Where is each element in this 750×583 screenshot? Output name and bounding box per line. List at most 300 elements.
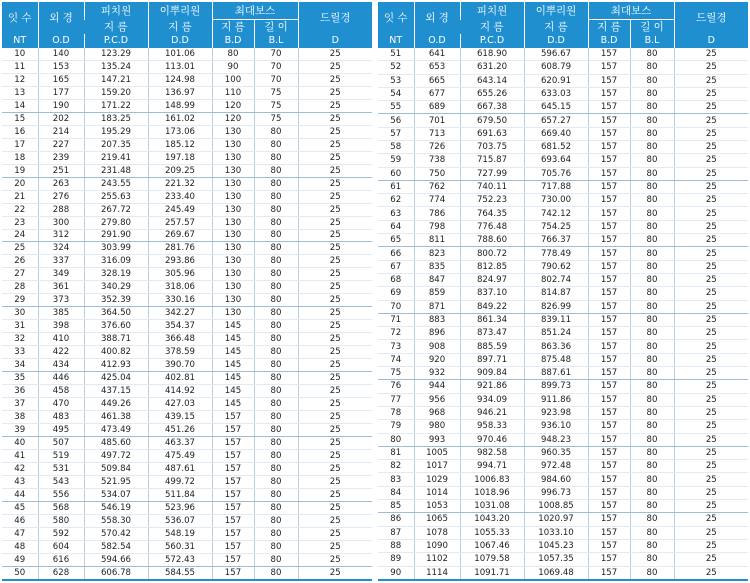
table-row [378,513,748,526]
cell-teeth: 71 [378,313,414,326]
cell-boss-dia: 130 [212,138,254,151]
cell-boss-dia: 157 [588,273,630,286]
cell-boss-dia: 157 [588,260,630,273]
table-row [2,190,372,203]
cell-boss-len: 80 [630,167,674,180]
cell-drill: 25 [298,73,372,86]
cell-boss-dia: 145 [212,346,254,359]
cell-drill: 25 [674,101,748,114]
table-row [378,486,748,499]
cell-pcd: 546.19 [84,501,148,514]
cell-teeth: 34 [2,359,38,372]
cell-boss-len: 80 [254,333,298,346]
cell-teeth: 57 [378,127,414,140]
cell-boss-len: 80 [254,216,298,229]
cell-pcd: 1018.96 [460,486,524,499]
cell-boss-len: 80 [630,380,674,393]
cell-outer-dia: 300 [38,216,84,229]
cell-teeth: 11 [2,60,38,73]
cell-boss-len: 80 [630,327,674,340]
table-row [378,473,748,486]
table-row [378,380,748,393]
cell-dd: 511.84 [148,488,212,501]
cell-pcd: 861.34 [460,313,524,326]
cell-boss-len: 80 [630,460,674,473]
cell-boss-len: 80 [630,234,674,247]
cell-drill: 25 [298,294,372,307]
cell-boss-len: 80 [630,353,674,366]
cell-outer-dia: 701 [414,114,460,127]
cell-teeth: 59 [378,154,414,167]
cell-drill: 25 [298,449,372,462]
header-outer-dia: 외 경 [414,2,460,34]
cell-teeth: 79 [378,420,414,433]
cell-dd: 536.07 [148,514,212,527]
cell-boss-len: 80 [630,539,674,552]
cell-dd: 475.49 [148,449,212,462]
cell-boss-dia: 130 [212,268,254,281]
cell-boss-len: 80 [630,313,674,326]
cell-drill: 25 [674,61,748,74]
cell-dd: 887.61 [524,367,588,380]
cell-pcd: 1067.46 [460,539,524,552]
cell-outer-dia: 750 [414,167,460,180]
cell-outer-dia: 641 [414,48,460,61]
table-row [2,151,372,164]
cell-pcd: 606.78 [84,566,148,580]
cell-outer-dia: 312 [38,229,84,242]
cell-dd: 754.25 [524,220,588,233]
cell-boss-len: 80 [254,268,298,281]
table-row [378,247,748,260]
cell-boss-len: 80 [630,406,674,419]
cell-dd: 185.12 [148,138,212,151]
cell-boss-dia: 130 [212,151,254,164]
cell-dd: 342.27 [148,307,212,320]
cell-boss-dia: 157 [588,406,630,419]
cell-teeth: 50 [2,566,38,580]
cell-teeth: 44 [2,488,38,501]
cell-outer-dia: 373 [38,294,84,307]
cell-pcd: 897.71 [460,353,524,366]
cell-boss-dia: 157 [588,393,630,406]
cell-boss-dia: 157 [588,48,630,61]
cell-teeth: 38 [2,411,38,424]
cell-teeth: 15 [2,112,38,125]
cell-pcd: 921.86 [460,380,524,393]
cell-boss-dia: 157 [588,473,630,486]
cell-pcd: 135.24 [84,60,148,73]
cell-drill: 25 [674,340,748,353]
cell-teeth: 58 [378,141,414,154]
cell-teeth: 20 [2,177,38,190]
cell-drill: 25 [674,446,748,459]
table-row [2,475,372,488]
cell-pcd: 291.90 [84,229,148,242]
cell-dd: 1020.97 [524,513,588,526]
table-row [2,566,372,580]
header-pitch-top: 피치원 [460,2,524,20]
table-row [378,101,748,114]
cell-boss-dia: 130 [212,229,254,242]
cell-outer-dia: 1017 [414,460,460,473]
cell-dd: 161.02 [148,112,212,125]
cell-pcd: 352.39 [84,294,148,307]
table-row [378,539,748,552]
cell-teeth: 23 [2,216,38,229]
cell-teeth: 19 [2,164,38,177]
cell-dd: 608.79 [524,61,588,74]
cell-pcd: 824.97 [460,273,524,286]
cell-outer-dia: 689 [414,101,460,114]
cell-pcd: 425.04 [84,372,148,385]
cell-dd: 875.48 [524,353,588,366]
cell-outer-dia: 592 [38,527,84,540]
cell-boss-len: 80 [630,566,674,580]
cell-boss-len: 80 [630,367,674,380]
cell-pcd: 873.47 [460,327,524,340]
cell-pcd: 316.09 [84,255,148,268]
cell-teeth: 61 [378,180,414,193]
cell-drill: 25 [674,526,748,539]
cell-dd: 645.15 [524,101,588,114]
cell-outer-dia: 531 [38,462,84,475]
cell-boss-dia: 157 [588,313,630,326]
cell-drill: 25 [298,190,372,203]
cell-pcd: 243.55 [84,177,148,190]
cell-boss-len: 80 [630,247,674,260]
cell-teeth: 54 [378,87,414,100]
cell-boss-dia: 130 [212,190,254,203]
cell-outer-dia: 1090 [414,539,460,552]
table-row [2,359,372,372]
cell-outer-dia: 908 [414,340,460,353]
cell-drill: 25 [298,320,372,333]
cell-pcd: 159.20 [84,86,148,99]
cell-teeth: 10 [2,48,38,60]
table-row [2,320,372,333]
cell-pcd: 982.58 [460,446,524,459]
cell-dd: 923.98 [524,406,588,419]
cell-pcd: 594.66 [84,553,148,566]
cell-drill: 25 [298,488,372,501]
cell-pcd: 461.38 [84,411,148,424]
cell-pcd: 497.72 [84,449,148,462]
cell-dd: 1057.35 [524,553,588,566]
cell-boss-len: 80 [254,385,298,398]
cell-dd: 960.35 [524,446,588,459]
cell-dd: 996.73 [524,486,588,499]
cell-outer-dia: 762 [414,180,460,193]
table-row [378,273,748,286]
cell-dd: 523.96 [148,501,212,514]
cell-pcd: 582.54 [84,540,148,553]
cell-dd: 742.12 [524,207,588,220]
cell-pcd: 1091.71 [460,566,524,580]
table-row [2,281,372,294]
cell-boss-dia: 157 [588,154,630,167]
cell-teeth: 49 [2,553,38,566]
cell-dd: 814.87 [524,287,588,300]
cell-teeth: 43 [2,475,38,488]
cell-boss-len: 80 [630,260,674,273]
cell-dd: 427.03 [148,398,212,411]
table-row [2,424,372,437]
cell-boss-len: 80 [630,87,674,100]
cell-pcd: 207.35 [84,138,148,151]
table-row [378,61,748,74]
cell-boss-len: 80 [630,220,674,233]
cell-boss-dia: 130 [212,164,254,177]
cell-boss-len: 80 [254,281,298,294]
cell-dd: 633.03 [524,87,588,100]
cell-teeth: 24 [2,229,38,242]
table-row [378,500,748,513]
cell-pcd: 1031.08 [460,500,524,513]
table-row [2,177,372,190]
cell-pcd: 715.87 [460,154,524,167]
cell-pcd: 219.41 [84,151,148,164]
cell-boss-dia: 157 [588,380,630,393]
cell-teeth: 21 [2,190,38,203]
header-teeth-sym: NT [2,34,38,48]
table-row [2,411,372,424]
table-row [378,313,748,326]
cell-boss-len: 80 [254,553,298,566]
cell-dd: 221.32 [148,177,212,190]
cell-dd: 911.86 [524,393,588,406]
cell-pcd: 655.26 [460,87,524,100]
cell-outer-dia: 932 [414,367,460,380]
cell-boss-dia: 157 [588,353,630,366]
cell-outer-dia: 153 [38,60,84,73]
cell-dd: 657.27 [524,114,588,127]
cell-boss-dia: 130 [212,294,254,307]
cell-outer-dia: 616 [38,553,84,566]
cell-outer-dia: 385 [38,307,84,320]
cell-teeth: 64 [378,220,414,233]
cell-boss-dia: 145 [212,372,254,385]
cell-boss-len: 80 [630,141,674,154]
cell-pcd: 618.90 [460,48,524,61]
cell-boss-dia: 157 [212,501,254,514]
table-row [2,437,372,450]
cell-teeth: 84 [378,486,414,499]
cell-boss-len: 80 [254,424,298,437]
cell-outer-dia: 713 [414,127,460,140]
table-row [2,553,372,566]
cell-outer-dia: 165 [38,73,84,86]
table-row [2,73,372,86]
cell-dd: 390.70 [148,359,212,372]
cell-boss-len: 80 [254,437,298,450]
header-boss-len: 길 이 [254,20,298,35]
cell-teeth: 63 [378,207,414,220]
cell-drill: 25 [674,194,748,207]
table-row [378,114,748,127]
cell-boss-dia: 157 [588,207,630,220]
cell-dd: 839.11 [524,313,588,326]
cell-outer-dia: 1065 [414,513,460,526]
cell-boss-len: 80 [630,154,674,167]
cell-pcd: 631.20 [460,61,524,74]
cell-boss-len: 80 [630,340,674,353]
cell-boss-len: 80 [254,540,298,553]
cell-drill: 25 [298,151,372,164]
cell-boss-dia: 120 [212,112,254,125]
cell-boss-dia: 157 [588,141,630,154]
cell-dd: 124.98 [148,73,212,86]
cell-pcd: 679.50 [460,114,524,127]
cell-boss-dia: 157 [212,424,254,437]
cell-dd: 851.24 [524,327,588,340]
cell-drill: 25 [674,87,748,100]
cell-dd: 487.61 [148,462,212,475]
cell-teeth: 80 [378,433,414,446]
cell-pcd: 255.63 [84,190,148,203]
cell-teeth: 83 [378,473,414,486]
table-row [2,372,372,385]
cell-teeth: 13 [2,86,38,99]
cell-outer-dia: 1078 [414,526,460,539]
cell-teeth: 56 [378,114,414,127]
table-row [2,346,372,359]
header-root-top: 이뿌리원 [524,2,588,20]
cell-boss-len: 80 [254,177,298,190]
cell-drill: 25 [674,141,748,154]
table-row [378,87,748,100]
cell-drill: 25 [298,411,372,424]
cell-drill: 25 [674,114,748,127]
cell-drill: 25 [298,99,372,112]
cell-boss-len: 80 [254,307,298,320]
cell-boss-dia: 145 [212,333,254,346]
cell-drill: 25 [298,125,372,138]
header-boss-dia: 지 름 [588,20,630,35]
cell-boss-dia: 145 [212,320,254,333]
cell-teeth: 66 [378,247,414,260]
cell-boss-len: 80 [630,420,674,433]
cell-teeth: 65 [378,234,414,247]
table-row [378,446,748,459]
cell-outer-dia: 956 [414,393,460,406]
cell-dd: 826.99 [524,300,588,313]
cell-outer-dia: 276 [38,190,84,203]
cell-boss-len: 80 [254,255,298,268]
cell-teeth: 29 [2,294,38,307]
cell-dd: 669.40 [524,127,588,140]
header-root-sym: D.D [148,34,212,48]
cell-drill: 25 [674,127,748,140]
cell-teeth: 62 [378,194,414,207]
cell-teeth: 22 [2,203,38,216]
cell-boss-dia: 157 [588,460,630,473]
cell-drill: 25 [298,60,372,73]
cell-outer-dia: 251 [38,164,84,177]
cell-pcd: 909.84 [460,367,524,380]
cell-drill: 25 [298,164,372,177]
table-row [2,48,372,60]
cell-boss-dia: 157 [588,114,630,127]
cell-boss-len: 80 [630,207,674,220]
table-row [378,460,748,473]
cell-boss-dia: 157 [588,101,630,114]
cell-pcd: 147.21 [84,73,148,86]
table-row [378,406,748,419]
cell-boss-len: 80 [254,501,298,514]
cell-teeth: 41 [2,449,38,462]
cell-drill: 25 [298,462,372,475]
cell-outer-dia: 410 [38,333,84,346]
cell-boss-len: 70 [254,60,298,73]
cell-outer-dia: 202 [38,112,84,125]
cell-boss-dia: 157 [588,513,630,526]
cell-teeth: 33 [2,346,38,359]
cell-dd: 596.67 [524,48,588,61]
header-boss-len: 길 이 [630,20,674,35]
cell-boss-len: 80 [254,151,298,164]
cell-pcd: 958.33 [460,420,524,433]
cell-pcd: 437.15 [84,385,148,398]
cell-dd: 305.96 [148,268,212,281]
cell-boss-len: 80 [254,398,298,411]
cell-drill: 25 [298,501,372,514]
cell-pcd: 970.46 [460,433,524,446]
table-header [2,2,372,48]
cell-drill: 25 [298,281,372,294]
header-outer-dia-sym: O.D [414,34,460,48]
cell-pcd: 812.85 [460,260,524,273]
cell-outer-dia: 1005 [414,446,460,459]
cell-boss-dia: 130 [212,255,254,268]
cell-drill: 25 [674,367,748,380]
cell-boss-len: 80 [630,500,674,513]
table-row [378,393,748,406]
cell-boss-dia: 130 [212,125,254,138]
cell-boss-dia: 145 [212,398,254,411]
cell-pcd: 667.38 [460,101,524,114]
cell-teeth: 76 [378,380,414,393]
cell-drill: 25 [298,268,372,281]
cell-dd: 936.10 [524,420,588,433]
cell-drill: 25 [298,359,372,372]
cell-boss-dia: 157 [588,340,630,353]
cell-dd: 705.76 [524,167,588,180]
cell-drill: 25 [298,424,372,437]
table-row [2,99,372,112]
cell-drill: 25 [298,216,372,229]
header-pitch-bottom: 지 름 [460,20,524,35]
cell-boss-dia: 110 [212,86,254,99]
cell-boss-len: 80 [630,486,674,499]
table-row [2,294,372,307]
cell-pcd: 643.14 [460,74,524,87]
cell-dd: 463.37 [148,437,212,450]
cell-outer-dia: 446 [38,372,84,385]
cell-pcd: 691.63 [460,127,524,140]
cell-outer-dia: 434 [38,359,84,372]
cell-outer-dia: 1114 [414,566,460,580]
cell-outer-dia: 786 [414,207,460,220]
header-pitch-sym: P.C.D [84,34,148,48]
cell-pcd: 485.60 [84,437,148,450]
table-row [378,327,748,340]
cell-drill: 25 [674,406,748,419]
cell-teeth: 75 [378,367,414,380]
cell-teeth: 87 [378,526,414,539]
cell-pcd: 558.30 [84,514,148,527]
cell-dd: 451.26 [148,424,212,437]
